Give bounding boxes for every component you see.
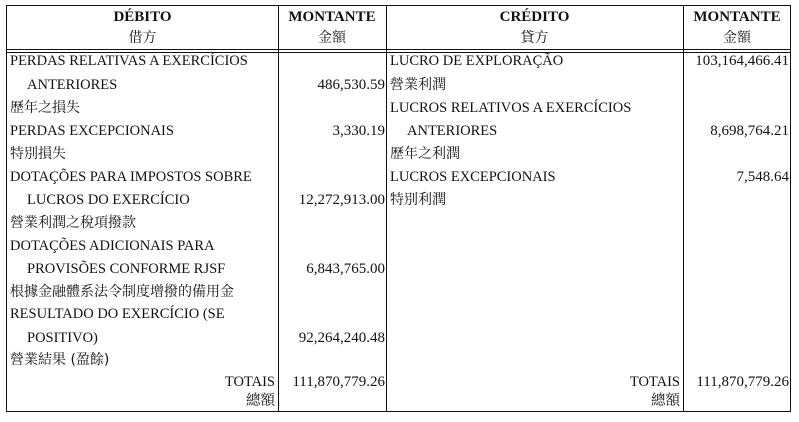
debit-row1-amount: 486,530.59 [317, 77, 385, 93]
debit-row3-label-zh: 營業利潤之稅項撥款 [10, 215, 136, 231]
credit-row2-amount: 8,698,764.21 [710, 123, 789, 139]
credit-row2-label-line1: LUCROS RELATIVOS A EXERCÍCIOS [390, 100, 632, 116]
credit-header-zh: 貸方 [520, 30, 549, 46]
credit-total-amount: 111,870,779.26 [696, 374, 789, 390]
debit-row2-label: PERDAS EXCEPCIONAIS [10, 123, 174, 139]
debit-header-zh: 借方 [128, 30, 157, 46]
credit-row1-label: LUCRO DE EXPLORAÇÃO [390, 53, 564, 69]
debit-row4-label-zh: 根據金融體系法令制度增撥的備用金 [10, 284, 234, 300]
debit-row2-label-zh: 特別損失 [10, 146, 66, 162]
credit-header: CRÉDITO [499, 9, 570, 25]
credit-row1-amount: 103,164,466.41 [695, 53, 789, 69]
debit-totals-label-zh: 總額 [246, 393, 275, 409]
credit-row3-label-zh: 特別利潤 [390, 192, 446, 208]
debit-row4-label-line2: PROVISÕES CONFORME RJSF [27, 261, 226, 277]
debit-amount-header: MONTANTE [288, 9, 376, 25]
debit-row1-label-zh: 歷年之損失 [10, 100, 80, 116]
credit-amount-header-zh: 金額 [723, 30, 751, 46]
debit-row3-label-line2: LUCROS DO EXERCÍCIO [27, 192, 190, 208]
credit-row2-label-zh: 歷年之利潤 [390, 146, 460, 162]
debit-row5-amount: 92,264,240.48 [298, 330, 385, 346]
credit-row3-label: LUCROS EXCEPCIONAIS [390, 169, 556, 185]
debit-row1-label-line2: ANTERIORES [27, 77, 118, 93]
credit-row2-label-line2: ANTERIORES [407, 123, 498, 139]
debit-total-amount: 111,870,779.26 [292, 374, 385, 390]
credit-row1-label-zh: 營業利潤 [390, 77, 446, 93]
debit-row3-label-line1: DOTAÇÕES PARA IMPOSTOS SOBRE [10, 169, 252, 185]
debit-totals-label: TOTAIS [224, 374, 275, 390]
debit-header: DÉBITO [113, 9, 172, 25]
profit-loss-table [6, 5, 791, 412]
header-bottom-rule [7, 49, 790, 50]
debit-row5-label-line1: RESULTADO DO EXERCÍCIO (SE [10, 306, 225, 322]
debit-row4-label-line1: DOTAÇÕES ADICIONAIS PARA [10, 238, 215, 254]
debit-row4-amount: 6,843,765.00 [306, 261, 385, 277]
credit-amount-header: MONTANTE [693, 9, 781, 25]
credit-row3-amount: 7,548.64 [736, 169, 789, 185]
debit-row5-label-zh: 營業結果 (盈餘) [10, 352, 110, 368]
debit-row2-amount: 3,330.19 [332, 123, 385, 139]
credit-totals-label: TOTAIS [629, 374, 680, 390]
column-divider-2 [386, 6, 387, 411]
credit-totals-label-zh: 總額 [651, 393, 680, 409]
debit-row1-label-line1: PERDAS RELATIVAS A EXERCÍCIOS [10, 53, 248, 69]
debit-row3-amount: 12,272,913.00 [298, 192, 385, 208]
debit-amount-header-zh: 金額 [318, 30, 346, 46]
debit-row5-label-line2: POSITIVO) [27, 330, 98, 346]
